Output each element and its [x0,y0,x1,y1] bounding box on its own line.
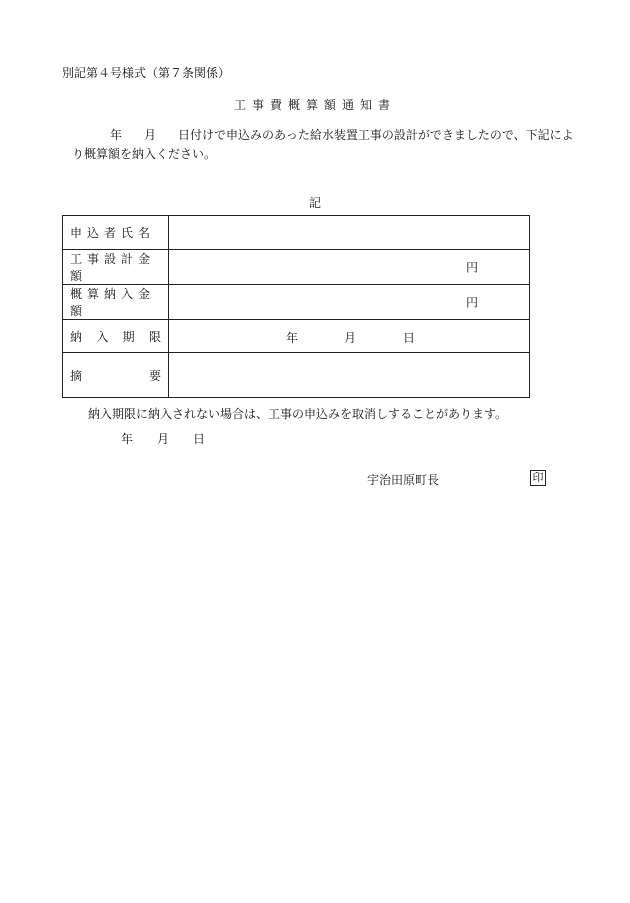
intro-month: 月 [144,128,157,142]
payment-deadline-field[interactable] [169,320,530,353]
table-row [63,216,530,250]
intro-text: 日付けで申込みのあった給水装置工事の設計ができましたので、下記によ [178,128,574,142]
applicant-name-field[interactable] [169,216,530,250]
deadline-year: 年 [286,331,299,345]
intro-line-1 [62,126,574,143]
row-label-design-amount: 工事設計金額 [70,252,156,283]
ki-heading: 記 [308,196,321,210]
row-label-payment-deadline: 納 入 期 限 [70,329,161,344]
design-amount-field[interactable] [169,250,530,285]
intro-line-2: り概算額を納入ください。 [72,147,217,161]
issue-day: 日 [193,432,206,446]
table-row [63,320,530,353]
row-label-estimated-payment: 概算納入金額 [70,287,156,318]
issue-month: 月 [157,432,170,446]
estimated-payment-field[interactable] [169,285,530,320]
form-number-label: 別記第４号様式（第７条関係） [62,66,231,80]
seal-mark: 印 [530,470,546,486]
issue-year: 年 [121,432,134,446]
remarks-field[interactable] [169,353,530,398]
row-label-applicant-name: 申込者氏名 [70,226,156,240]
table-row [63,250,530,285]
issuer-name: 宇治田原町長 [367,473,440,487]
yen-unit: 円 [466,260,479,275]
intro-year: 年 [110,128,123,142]
deadline-day: 日 [403,331,416,345]
document-title: 工事費概算額通知書 [233,98,396,112]
issue-date-line [121,430,205,447]
detail-table [62,215,530,398]
table-row [63,353,530,398]
row-label-remarks: 摘 要 [70,368,161,383]
table-row [63,285,530,320]
yen-unit: 円 [466,295,479,310]
payment-note: 納入期限に納入されない場合は、工事の申込みを取消しすることがあります。 [88,407,508,421]
deadline-month: 月 [344,331,357,345]
